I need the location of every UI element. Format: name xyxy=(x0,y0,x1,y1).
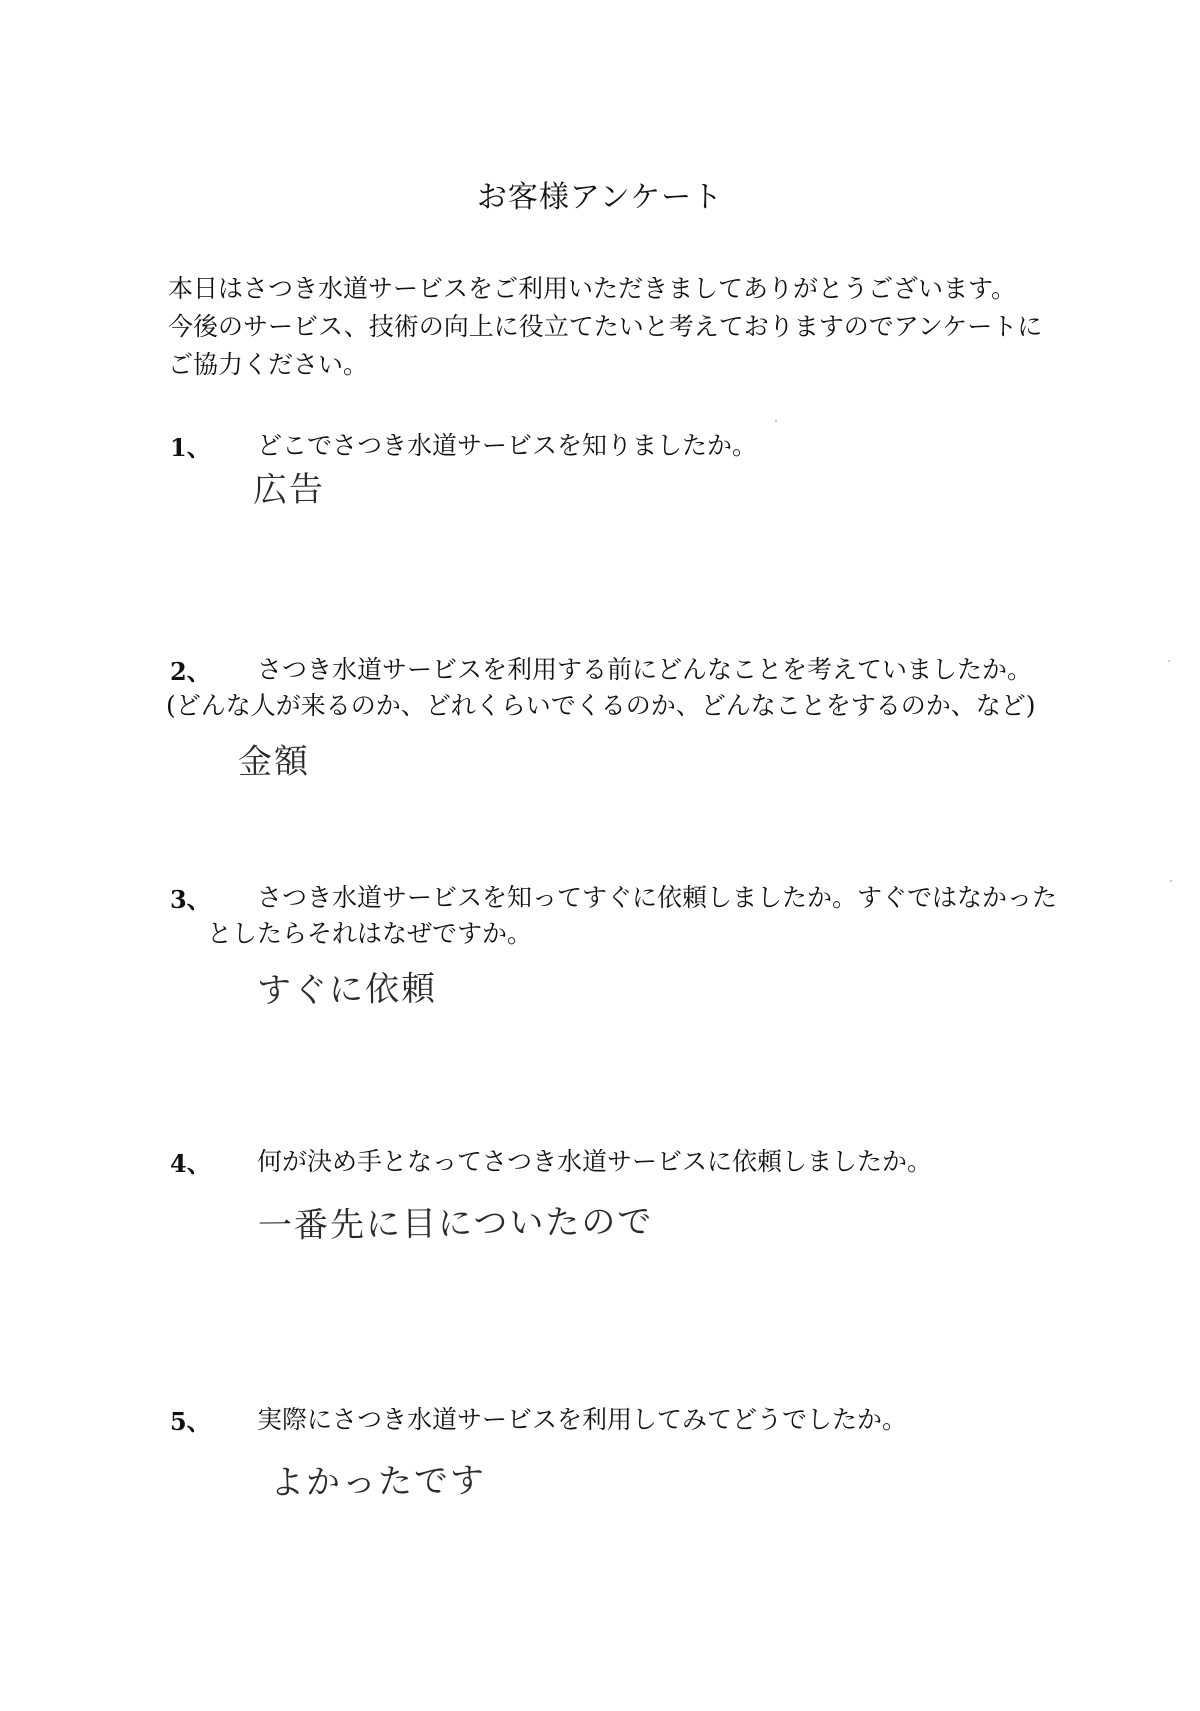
intro-line-2: 今後のサービス、技術の向上に役立てたいと考えておりますのでアンケートに xyxy=(168,312,1043,341)
handwritten-answer: 一番先に目についたので xyxy=(257,1201,654,1247)
question-number: 3、 xyxy=(170,885,211,914)
question-number: 2、 xyxy=(170,657,211,686)
question-subtext: としたらそれはなぜですか。 xyxy=(207,919,533,948)
intro-paragraph xyxy=(168,270,1088,384)
question-text: どこでさつき水道サービスを知りましたか。 xyxy=(257,431,758,460)
handwritten-answer: 広告 xyxy=(252,469,326,511)
question-text: 何が決め手となってさつき水道サービスに依頼しましたか。 xyxy=(257,1147,933,1176)
question-text: さつき水道サービスを知ってすぐに依頼しましたか。すぐではなかった xyxy=(257,883,1058,912)
scan-speck xyxy=(1170,880,1172,882)
question-text: さつき水道サービスを利用する前にどんなことを考えていましたか。 xyxy=(257,655,1033,684)
question-number: 5、 xyxy=(170,1407,211,1436)
question-number: 1、 xyxy=(170,433,211,462)
intro-line-3: ご協力ください。 xyxy=(168,350,369,379)
question-text: 実際にさつき水道サービスを利用してみてどうでしたか。 xyxy=(257,1405,908,1434)
page-title: お客様アンケート xyxy=(476,180,724,215)
handwritten-answer: すぐに依頼 xyxy=(256,969,438,1011)
intro-line-1: 本日はさつき水道サービスをご利用いただきましてありがとうございます。 xyxy=(168,274,1017,303)
handwritten-answer: よかったです xyxy=(269,1460,487,1504)
scan-speck xyxy=(1168,660,1170,662)
handwritten-answer: 金額 xyxy=(237,741,311,783)
question-subtext: (どんな人が来るのか、どれくらいでくるのか、どんなことをするのか、など) xyxy=(166,691,1036,720)
scan-speck xyxy=(775,420,777,422)
question-number: 4、 xyxy=(170,1149,211,1178)
